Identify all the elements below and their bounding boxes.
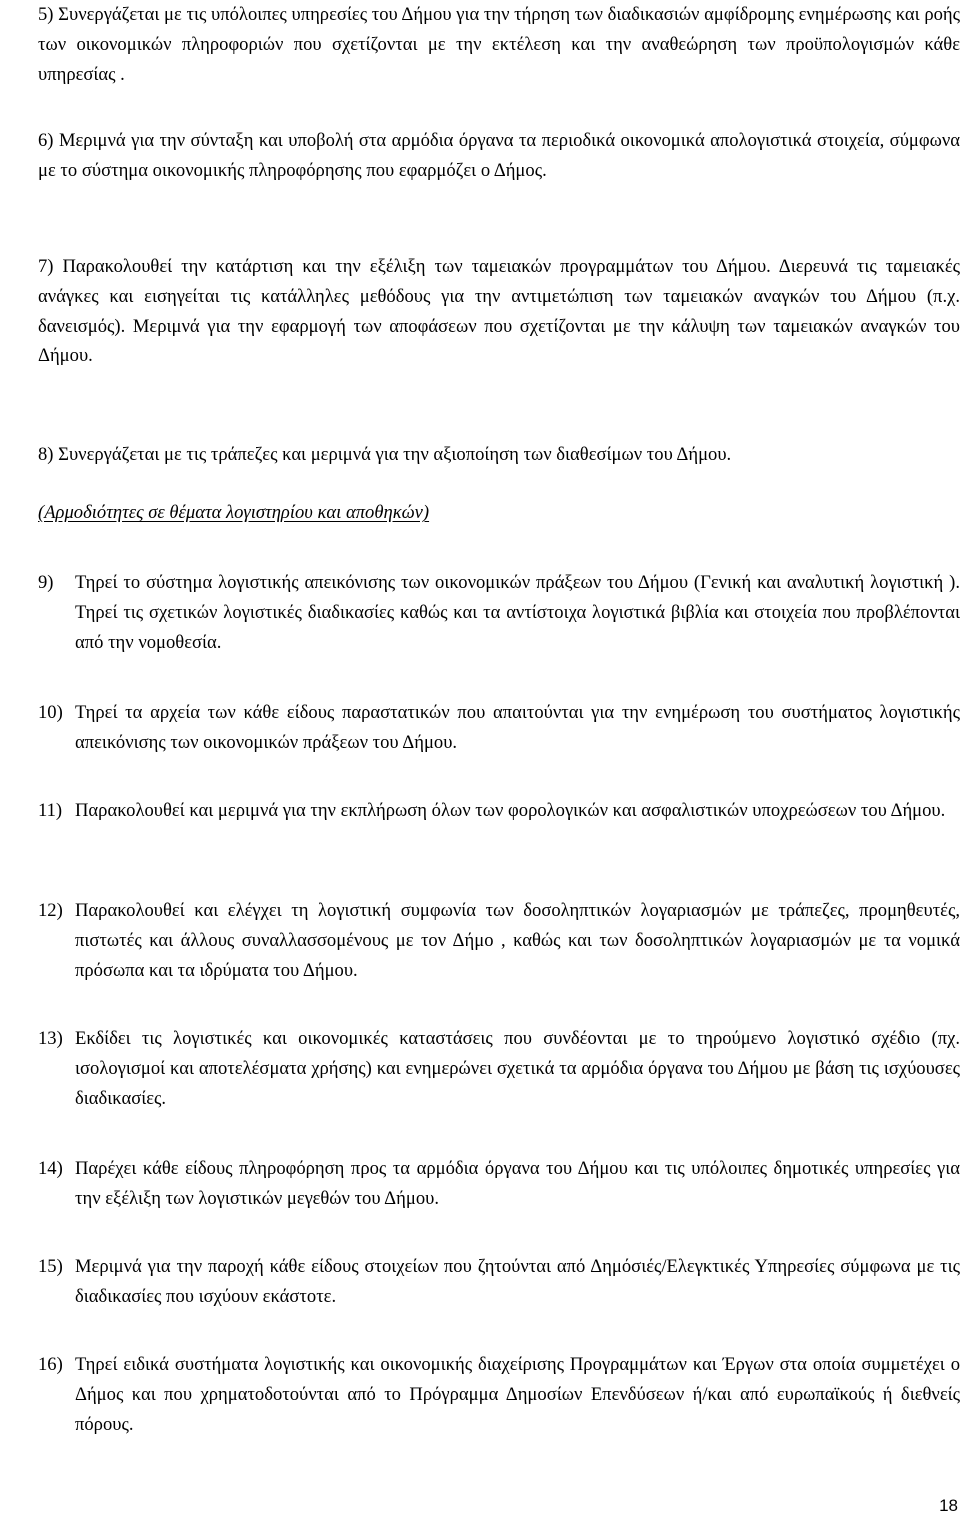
list-item-5 xyxy=(38,0,960,89)
item-text: Παρακολουθεί και μεριμνά για την εκπλήρωση όλων των φορολογικών και ασφαλιστικών υποχρεώσεων του Δήμου. xyxy=(75,800,946,821)
item-text: Μεριμνά για την παροχή κάθε είδους στοιχείων που ζητούνται από Δημόσιές/Ελεγκτικές Υπηρεσίες σύμφωνα με τις διαδικασίες που ισχύουν εκάστοτε. xyxy=(75,1256,960,1307)
item-text: Συνεργάζεται με τις τράπεζες και μεριμνά για την αξιοποίηση των διαθεσίμων του Δήμου. xyxy=(58,444,732,465)
item-text: Εκδίδει τις λογιστικές και οικονομικές καταστάσεις που συνδέονται με το τηρούμενο λογιστικό σχέδιο (πχ. ισολογισμοί και αποτελέσματα χρήσης) και ενημερώνει σχετικά τα αρμόδια όργανα του Δήμου με βάση τις ισχύουσες διαδικασίες. xyxy=(75,1028,960,1109)
item-number: 16) xyxy=(38,1354,63,1375)
item-text: Τηρεί το σύστημα λογιστικής απεικόνισης των οικονομικών πράξεων του Δήμου (Γενική και αναλυτική λογιστική ). Τηρεί τις σχετικών λογιστικές διαδικασίες καθώς και τα αντίστοιχα λογιστικά βιβλία και στοιχεία που προβλέπονται από την νομοθεσία. xyxy=(75,572,960,653)
item-text: Συνεργάζεται με τις υπόλοιπες υπηρεσίες του Δήμου για την τήρηση των διαδικασιών αμφίδρομης ενημέρωσης και ροής των οικονομικών πληροφοριών που σχετίζονται με την εκτέλεση και την αναθεώρηση των προϋπολογισμών κάθε υπηρεσίας . xyxy=(38,4,960,85)
item-number: 6) xyxy=(38,130,59,151)
list-item-14 xyxy=(38,1154,960,1214)
list-item-16 xyxy=(38,1350,960,1439)
list-item-13 xyxy=(38,1024,960,1113)
item-text: Παρέχει κάθε είδους πληροφόρηση προς τα αρμόδια όργανα του Δήμου και τις υπόλοιπες δημοτικές υπηρεσίες για την εξέλιξη των λογιστικών μεγεθών του Δήμου. xyxy=(75,1158,960,1209)
list-item-7 xyxy=(38,252,960,371)
item-text: Τηρεί ειδικά συστήματα λογιστικής και οικονομικής διαχείρισης Προγραμμάτων και Έργων στα οποία συμμετέχει ο Δήμος και που χρηματοδοτούνται από το Πρόγραμμα Δημοσίων Επενδύσεων ή/και από ευρωπαϊκούς ή διεθνείς πόρους. xyxy=(75,1354,960,1435)
list-item-6 xyxy=(38,126,960,186)
item-number: 12) xyxy=(38,900,63,921)
item-text: Τηρεί τα αρχεία των κάθε είδους παραστατικών που απαιτούνται για την ενημέρωση του συστήματος λογιστικής απεικόνισης των οικονομικών πράξεων του Δήμου. xyxy=(75,702,960,753)
item-number: 7) xyxy=(38,256,63,277)
list-item-11 xyxy=(38,796,960,826)
item-number: 11) xyxy=(38,800,63,821)
page-number: 18 xyxy=(939,1496,958,1515)
list-item-8 xyxy=(38,440,960,470)
item-text: Μεριμνά για την σύνταξη και υποβολή στα αρμόδια όργανα τα περιοδικά οικονομικά απολογιστικά στοιχεία, σύμφωνα με το σύστημα οικονομικής πληροφόρησης που εφαρμόζει ο Δήμος. xyxy=(38,130,960,181)
list-item-10 xyxy=(38,698,960,758)
item-number: 10) xyxy=(38,702,63,723)
list-item-12 xyxy=(38,896,960,985)
list-item-15 xyxy=(38,1252,960,1312)
item-number: 9) xyxy=(38,572,54,593)
section-heading: (Αρμοδιότητες σε θέματα λογιστηρίου και αποθηκών) xyxy=(38,502,430,523)
item-number: 14) xyxy=(38,1158,63,1179)
item-text: Παρακολουθεί και ελέγχει τη λογιστική συμφωνία των δοσοληπτικών λογαριασμών με τράπεζες, προμηθευτές, πιστωτές και άλλους συναλλασσομένους με τον Δήμο , καθώς και των δοσοληπτικών λογαριασμών με τα νομικά πρόσωπα και τα ιδρύματα του Δήμου. xyxy=(75,900,960,981)
item-number: 13) xyxy=(38,1028,63,1049)
item-number: 15) xyxy=(38,1256,63,1277)
item-number: 5) xyxy=(38,4,59,25)
item-number: 8) xyxy=(38,444,59,465)
list-item-9 xyxy=(38,568,960,657)
item-text: Παρακολουθεί την κατάρτιση και την εξέλιξη των ταμειακών προγραμμάτων του Δήμου. Διερευνά τις ταμειακές ανάγκες και εισηγείται τις κατάλληλες μεθόδους για την αντιμετώπιση των ταμειακών αναγκών του Δήμου (π.χ. δανεισμός). Μεριμνά για την εφαρμογή των αποφάσεων που σχετίζονται με την κάλυψη των ταμειακών αναγκών του Δήμου. xyxy=(38,256,960,367)
